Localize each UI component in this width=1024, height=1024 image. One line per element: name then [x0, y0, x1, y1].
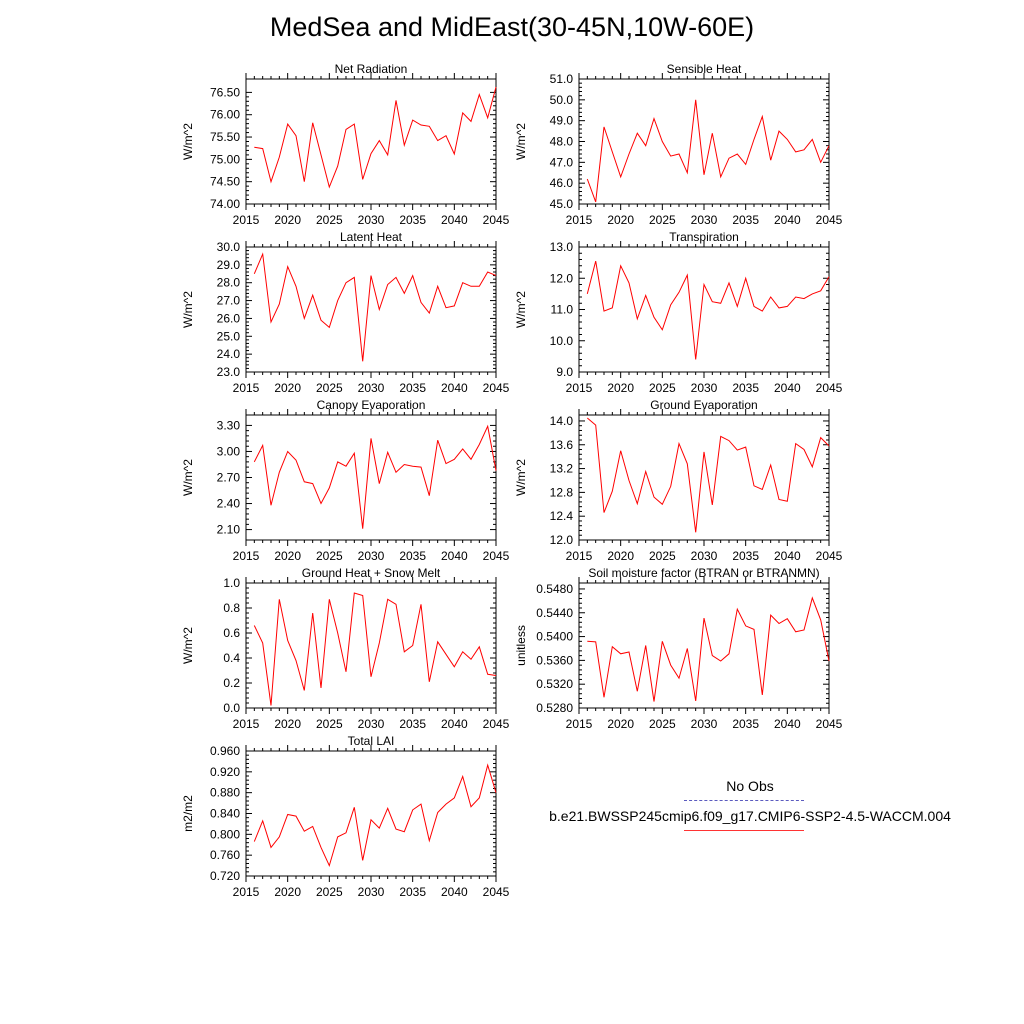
y-tick-label: 12.4 [549, 509, 573, 524]
x-tick-label: 2015 [565, 549, 593, 563]
x-tick-label: 2035 [399, 717, 427, 731]
legend-model-line [684, 830, 804, 831]
panel-4 [181, 398, 510, 563]
y-tick-label: 10.0 [549, 333, 573, 348]
panel-5 [514, 398, 843, 563]
y-tick-label: 25.0 [216, 329, 240, 344]
x-tick-label: 2035 [732, 213, 760, 227]
x-tick-label: 2030 [690, 717, 718, 731]
panel-title: Transpiration [669, 230, 739, 244]
x-tick-label: 2045 [482, 213, 510, 227]
x-tick-label: 2025 [315, 885, 343, 899]
x-tick-label: 2015 [232, 549, 260, 563]
x-tick-label: 2045 [482, 381, 510, 395]
panel-3 [514, 230, 843, 395]
y-axis-label: unitless [514, 625, 528, 666]
y-tick-label: 13.6 [549, 437, 573, 452]
y-tick-label: 0.4 [223, 651, 240, 665]
y-tick-label: 74.50 [209, 174, 240, 189]
panel-title: Ground Heat + Snow Melt [301, 566, 441, 580]
y-tick-label: 12.0 [549, 533, 573, 547]
y-tick-label: 11.0 [550, 302, 573, 317]
y-tick-label: 23.0 [216, 365, 240, 379]
x-tick-label: 2030 [357, 213, 385, 227]
x-tick-label: 2020 [607, 717, 635, 731]
y-axis-label: W/m^2 [514, 459, 528, 496]
panel-8 [181, 734, 510, 899]
plot-frame [579, 247, 829, 372]
x-tick-label: 2025 [648, 717, 676, 731]
plot-frame [246, 415, 496, 540]
x-tick-label: 2020 [607, 549, 635, 563]
plot-frame [246, 247, 496, 372]
y-tick-label: 0.0 [223, 701, 240, 715]
x-tick-label: 2025 [648, 213, 676, 227]
x-tick-label: 2045 [815, 549, 843, 563]
panel-0 [181, 62, 510, 227]
y-tick-label: 45.0 [549, 197, 573, 211]
series-line [254, 593, 496, 706]
x-tick-label: 2020 [607, 213, 635, 227]
y-tick-label: 0.720 [209, 869, 240, 883]
figure-title: MedSea and MidEast(30-45N,10W-60E) [269, 12, 755, 42]
x-tick-label: 2040 [440, 885, 468, 899]
x-tick-label: 2030 [357, 885, 385, 899]
y-tick-label: 2.70 [216, 470, 240, 485]
x-tick-label: 2030 [690, 213, 718, 227]
series-line [254, 87, 496, 187]
y-tick-label: 12.0 [549, 271, 573, 286]
x-tick-label: 2035 [399, 381, 427, 395]
panel-title: Latent Heat [339, 230, 403, 244]
y-tick-label: 9.0 [556, 365, 573, 379]
series-line [254, 765, 496, 866]
panel-title: Canopy Evaporation [316, 398, 426, 412]
x-tick-label: 2020 [274, 213, 302, 227]
panel-6 [181, 566, 510, 731]
y-tick-label: 74.00 [209, 197, 240, 211]
x-tick-label: 2030 [357, 717, 385, 731]
x-tick-label: 2040 [440, 717, 468, 731]
x-tick-label: 2035 [399, 885, 427, 899]
y-tick-label: 0.5360 [536, 653, 573, 668]
panel-1 [514, 62, 843, 227]
x-tick-label: 2015 [232, 885, 260, 899]
x-tick-label: 2015 [565, 381, 593, 395]
y-tick-label: 75.00 [209, 152, 240, 167]
y-tick-label: 0.920 [209, 764, 240, 779]
panel-2 [181, 230, 510, 395]
x-tick-label: 2040 [773, 549, 801, 563]
x-tick-label: 2040 [773, 381, 801, 395]
y-axis-label: W/m^2 [514, 291, 528, 328]
y-tick-label: 76.50 [209, 85, 240, 100]
x-tick-label: 2035 [399, 549, 427, 563]
legend-obs-line [684, 800, 804, 801]
x-tick-label: 2025 [648, 381, 676, 395]
plot-frame [579, 583, 829, 708]
x-tick-label: 2030 [690, 549, 718, 563]
x-tick-label: 2045 [815, 213, 843, 227]
x-tick-label: 2035 [399, 213, 427, 227]
series-line [587, 261, 829, 359]
y-tick-label: 0.800 [209, 827, 240, 842]
y-tick-label: 3.00 [216, 444, 240, 459]
x-tick-label: 2015 [565, 717, 593, 731]
panel-title: Sensible Heat [666, 62, 742, 76]
x-tick-label: 2035 [732, 381, 760, 395]
x-tick-label: 2040 [440, 381, 468, 395]
series-line [587, 598, 829, 702]
y-tick-label: 0.760 [209, 848, 240, 863]
y-tick-label: 48.0 [549, 134, 573, 149]
x-tick-label: 2020 [274, 549, 302, 563]
y-tick-label: 75.50 [209, 130, 240, 145]
y-axis-label: m2/m2 [181, 795, 195, 832]
panel-title: Total LAI [347, 734, 395, 748]
x-tick-label: 2020 [607, 381, 635, 395]
x-tick-label: 2045 [482, 549, 510, 563]
y-tick-label: 50.0 [549, 92, 573, 107]
x-tick-label: 2020 [274, 717, 302, 731]
y-tick-label: 0.8 [223, 601, 240, 615]
x-tick-label: 2020 [274, 885, 302, 899]
y-tick-label: 47.0 [549, 155, 573, 170]
x-tick-label: 2015 [232, 213, 260, 227]
y-tick-label: 0.5480 [536, 581, 573, 596]
x-tick-label: 2040 [440, 549, 468, 563]
y-tick-label: 0.5280 [536, 701, 573, 715]
y-tick-label: 0.5400 [536, 629, 573, 644]
plot-frame [579, 415, 829, 540]
y-axis-label: W/m^2 [181, 459, 195, 496]
y-tick-label: 0.5440 [536, 605, 573, 620]
legend-obs-label: No Obs [726, 778, 774, 794]
x-tick-label: 2045 [815, 717, 843, 731]
x-tick-label: 2035 [732, 549, 760, 563]
y-tick-label: 12.8 [549, 485, 573, 500]
x-tick-label: 2015 [565, 213, 593, 227]
x-tick-label: 2040 [440, 213, 468, 227]
plot-frame [246, 751, 496, 876]
panel-title: Net Radiation [334, 62, 408, 76]
y-axis-label: W/m^2 [181, 291, 195, 328]
y-tick-label: 3.30 [216, 418, 240, 433]
panel-title: Ground Evaporation [650, 398, 758, 412]
y-axis-label: W/m^2 [181, 123, 195, 160]
x-tick-label: 2015 [232, 381, 260, 395]
panel-title: Soil moisture factor (BTRAN or BTRANMN) [588, 566, 820, 580]
y-tick-label: 49.0 [549, 113, 573, 128]
x-tick-label: 2015 [232, 717, 260, 731]
legend-model-label: b.e21.BWSSP245cmip6.f09_g17.CMIP6-SSP2-4.5-WACCM.004 [549, 808, 951, 824]
y-tick-label: 0.2 [223, 676, 240, 690]
y-tick-label: 28.0 [216, 275, 240, 290]
x-tick-label: 2025 [315, 717, 343, 731]
y-axis-label: W/m^2 [181, 627, 195, 664]
y-tick-label: 1.0 [223, 576, 240, 590]
series-line [587, 418, 829, 532]
y-tick-label: 30.0 [216, 240, 240, 254]
x-tick-label: 2030 [357, 381, 385, 395]
x-tick-label: 2025 [315, 213, 343, 227]
x-tick-label: 2030 [690, 381, 718, 395]
y-tick-label: 0.5320 [536, 677, 573, 692]
x-tick-label: 2025 [648, 549, 676, 563]
x-tick-label: 2030 [357, 549, 385, 563]
y-tick-label: 13.0 [549, 240, 573, 254]
series-line [254, 426, 496, 528]
x-tick-label: 2035 [732, 717, 760, 731]
panel-7 [514, 566, 843, 731]
x-tick-label: 2020 [274, 381, 302, 395]
x-tick-label: 2040 [773, 717, 801, 731]
series-line [587, 100, 829, 202]
x-tick-label: 2040 [773, 213, 801, 227]
plot-frame [579, 79, 829, 204]
y-tick-label: 0.6 [223, 626, 240, 640]
y-tick-label: 46.0 [549, 176, 573, 191]
x-tick-label: 2045 [482, 885, 510, 899]
y-tick-label: 0.880 [209, 785, 240, 800]
x-tick-label: 2045 [815, 381, 843, 395]
y-tick-label: 26.0 [216, 311, 240, 326]
y-tick-label: 13.2 [549, 461, 573, 476]
series-line [254, 254, 496, 361]
y-tick-label: 2.10 [216, 522, 240, 537]
y-tick-label: 51.0 [549, 72, 573, 86]
y-tick-label: 29.0 [216, 257, 240, 272]
y-tick-label: 2.40 [216, 496, 240, 511]
y-tick-label: 76.00 [209, 107, 240, 122]
y-tick-label: 0.840 [209, 806, 240, 821]
y-tick-label: 0.960 [209, 744, 240, 758]
y-tick-label: 27.0 [216, 293, 240, 308]
y-axis-label: W/m^2 [514, 123, 528, 160]
x-tick-label: 2045 [482, 717, 510, 731]
y-tick-label: 24.0 [216, 347, 240, 362]
y-tick-label: 14.0 [549, 413, 573, 428]
x-tick-label: 2025 [315, 381, 343, 395]
plot-frame [246, 583, 496, 708]
x-tick-label: 2025 [315, 549, 343, 563]
